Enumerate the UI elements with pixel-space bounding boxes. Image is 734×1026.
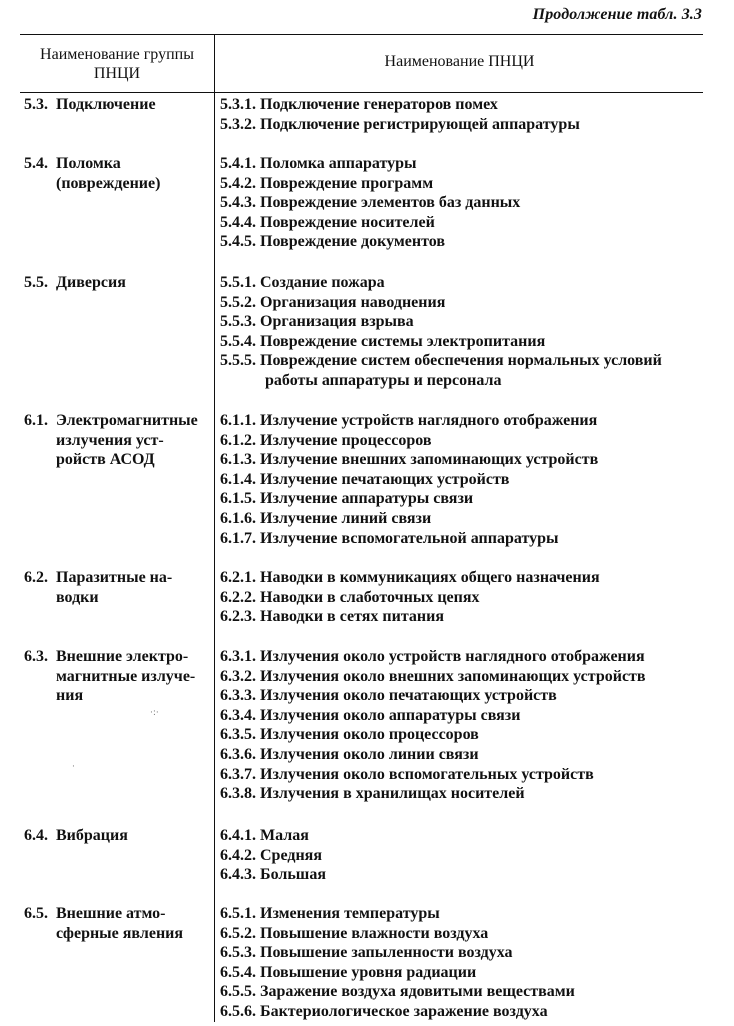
item-number: 6.1.7. (220, 529, 256, 547)
item-row (220, 411, 710, 431)
item-text: Подключение регистрирующей аппаратуры (260, 115, 580, 133)
item-text: Излучения около внешних запоминающих устройств (260, 667, 646, 685)
item-row (220, 95, 710, 115)
item-text: Поломка аппаратуры (260, 155, 417, 172)
group-name-line (24, 154, 212, 174)
item-row (220, 293, 710, 313)
item-text: Повреждение носителей (260, 213, 435, 231)
item-row (220, 765, 710, 785)
group-name-line (24, 174, 212, 194)
group-number: 5.5. (24, 274, 48, 291)
group-number: 6.1. (24, 412, 48, 429)
item-number: 6.4.2. (220, 846, 256, 864)
item-number: 5.5.1. (220, 274, 256, 291)
item-text: Повреждение системы электропитания (260, 332, 546, 350)
group-name-text: Подключение (56, 96, 156, 113)
group-name (24, 95, 212, 115)
group-name-text: излучения уст- (56, 431, 164, 449)
group-name-text: Внешние атмо- (56, 905, 166, 922)
item-text: Малая (260, 827, 309, 844)
item-number: 6.5.5. (220, 983, 256, 1001)
table-column-divider (214, 35, 215, 1022)
item-row (220, 470, 710, 490)
item-row (220, 667, 710, 687)
item-row (220, 784, 710, 804)
item-row (220, 963, 710, 983)
item-row (220, 647, 710, 667)
item-number: 5.4.4. (220, 213, 256, 231)
item-text: Наводки в сетях питания (260, 608, 444, 626)
group-name-line (24, 826, 212, 846)
item-row (220, 232, 710, 252)
item-number: 6.2.1. (220, 569, 256, 586)
item-number: 5.4.2. (220, 174, 256, 192)
item-number: 6.4.3. (220, 866, 256, 884)
item-text: Излучения около устройств наглядного отображения (260, 648, 645, 665)
group-name-text: Поломка (56, 155, 121, 172)
item-text: Наводки в слаботочных цепях (260, 588, 480, 606)
item-number: 6.3.4. (220, 706, 256, 724)
item-text: Излучение печатающих устройств (260, 470, 510, 488)
item-text: Излучения около аппаратуры связи (260, 706, 521, 724)
group-name (24, 568, 212, 607)
item-row (220, 745, 710, 765)
item-row (220, 982, 710, 1002)
item-row (220, 450, 710, 470)
column-header-group-name-line1: Наименование группы (40, 46, 194, 63)
item-row (220, 115, 710, 135)
group-items (220, 273, 710, 391)
group-items (220, 95, 710, 134)
item-number: 6.1.5. (220, 490, 256, 508)
item-text: Повышение уровня радиации (260, 963, 477, 981)
item-row (220, 351, 710, 390)
group-name-line (24, 588, 212, 608)
table-top-rule (20, 34, 703, 35)
group-name-line (24, 904, 212, 924)
item-row (220, 588, 710, 608)
item-number: 6.1.1. (220, 412, 256, 429)
item-number: 5.4.5. (220, 233, 256, 251)
group-name-line (24, 431, 212, 451)
group-items (220, 568, 710, 627)
item-row (220, 1002, 710, 1022)
item-text: Излучения около вспомогательных устройств (260, 765, 594, 783)
item-text: Излучения около линии связи (260, 745, 479, 763)
group-name-text: Паразитные на- (56, 569, 173, 586)
group-items (220, 647, 710, 804)
item-number: 6.5.4. (220, 963, 256, 981)
scan-speck: ·:· (150, 708, 159, 718)
group-number: 5.3. (24, 96, 48, 113)
item-row (220, 489, 710, 509)
item-text: Изменения температуры (260, 905, 440, 922)
item-number: 6.2.2. (220, 588, 256, 606)
group-name-line (24, 411, 212, 431)
group-name-line (24, 647, 212, 667)
item-row (220, 706, 710, 726)
item-text: Повреждение программ (260, 174, 434, 192)
group-name (24, 647, 212, 706)
item-row (220, 174, 710, 194)
item-number: 5.3.2. (220, 115, 256, 133)
item-row (220, 725, 710, 745)
item-text: Организация наводнения (260, 293, 446, 311)
item-number: 6.3.1. (220, 648, 256, 665)
group-items (220, 826, 710, 885)
item-row (220, 509, 710, 529)
group-name-line (24, 568, 212, 588)
item-row (220, 273, 710, 293)
item-number: 6.1.2. (220, 431, 256, 449)
item-row (220, 568, 710, 588)
group-name (24, 273, 212, 293)
item-number: 6.5.2. (220, 924, 256, 942)
column-header-item-name: Наименование ПНЦИ (384, 53, 535, 70)
group-items (220, 411, 710, 548)
item-row (220, 332, 710, 352)
group-number: 6.2. (24, 569, 48, 586)
item-text: Средняя (260, 846, 322, 864)
item-text: Излучения около процессоров (260, 726, 479, 744)
item-number: 6.5.3. (220, 944, 256, 962)
item-text: Заражение воздуха ядовитыми веществами (260, 983, 575, 1001)
item-number: 6.4.1. (220, 827, 256, 844)
item-text: Излучения в хранилищах носителей (260, 785, 525, 803)
item-number: 6.3.5. (220, 726, 256, 744)
item-number: 6.1.4. (220, 470, 256, 488)
item-row (220, 154, 710, 174)
group-name-line (24, 95, 212, 115)
item-row (220, 865, 710, 885)
group-number: 5.4. (24, 155, 48, 172)
group-name (24, 904, 212, 943)
item-text: Повреждение систем обеспечения нормальных условий (260, 352, 662, 370)
item-number: 5.3.1. (220, 96, 256, 113)
group-name-text: сферные явления (56, 924, 184, 942)
column-header-group-name (20, 45, 214, 83)
item-number: 5.4.3. (220, 194, 256, 212)
item-text: Наводки в коммуникациях общего назначения (260, 569, 600, 586)
item-text: Повышение влажности воздуха (260, 924, 489, 942)
item-row (220, 529, 710, 549)
item-text: Излучения около печатающих устройств (260, 687, 557, 705)
item-row (220, 846, 710, 866)
table-continuation-caption: Продолжение табл. 3.3 (532, 6, 702, 23)
group-name (24, 154, 212, 193)
scan-speck: · (72, 762, 75, 772)
item-number: 6.3.7. (220, 765, 256, 783)
item-text-continuation: работы аппаратуры и персонала (265, 371, 502, 389)
item-text: Повышение запыленности воздуха (260, 944, 513, 962)
item-text: Излучение процессоров (260, 431, 432, 449)
item-text: Большая (260, 866, 326, 884)
item-number: 5.5.4. (220, 332, 256, 350)
item-text: Организация взрыва (260, 313, 414, 331)
item-number: 6.5.1. (220, 905, 256, 922)
group-name-text: Диверсия (56, 274, 126, 291)
item-number: 6.1.3. (220, 451, 256, 469)
item-text: Повреждение документов (260, 233, 446, 251)
group-items (220, 904, 710, 1022)
item-text: Излучение вспомогательной аппаратуры (260, 529, 559, 547)
item-number: 6.3.6. (220, 745, 256, 763)
group-name-line (24, 273, 212, 293)
item-number: 5.5.5. (220, 352, 256, 370)
item-number: 6.3.2. (220, 667, 256, 685)
item-number: 6.5.6. (220, 1002, 256, 1020)
group-name-text: Вибрация (56, 827, 128, 844)
item-row (220, 213, 710, 233)
item-number: 5.5.2. (220, 293, 256, 311)
group-name-line (24, 924, 212, 944)
item-row (220, 607, 710, 627)
item-text: Повреждение элементов баз данных (260, 194, 521, 212)
item-row (220, 904, 710, 924)
item-text: Подключение генераторов помех (260, 96, 498, 113)
item-number: 6.3.8. (220, 785, 256, 803)
group-name-line (24, 667, 212, 687)
item-text: Излучение линий связи (260, 509, 432, 527)
item-text: Бактериологическое заражение воздуха (260, 1002, 548, 1020)
group-name-text: ния (56, 687, 84, 705)
item-text: Излучение аппаратуры связи (260, 490, 474, 508)
group-number: 6.3. (24, 648, 48, 665)
item-row (220, 686, 710, 706)
item-number: 5.4.1. (220, 155, 256, 172)
group-name-text: водки (56, 588, 99, 606)
group-name-text: Внешние электро- (56, 648, 189, 665)
item-row (220, 312, 710, 332)
item-text: Излучение внешних запоминающих устройств (260, 451, 599, 469)
item-row (220, 431, 710, 451)
table-header-rule (20, 92, 703, 93)
group-name (24, 411, 212, 470)
group-name-text: (повреждение) (56, 174, 161, 192)
group-name (24, 826, 212, 846)
item-row (220, 943, 710, 963)
item-number: 6.2.3. (220, 608, 256, 626)
group-items (220, 154, 710, 252)
item-text: Излучение устройств наглядного отображения (260, 412, 598, 429)
group-name-text: ройств АСОД (56, 451, 155, 469)
item-row (220, 924, 710, 944)
group-name-line (24, 686, 212, 706)
item-number: 6.3.3. (220, 687, 256, 705)
group-name-text: магнитные излуче- (56, 667, 196, 685)
group-number: 6.4. (24, 827, 48, 844)
item-row (220, 193, 710, 213)
group-name-line (24, 450, 212, 470)
group-number: 6.5. (24, 905, 48, 922)
item-number: 6.1.6. (220, 509, 256, 527)
item-row (220, 826, 710, 846)
item-number: 5.5.3. (220, 313, 256, 331)
item-text: Создание пожара (260, 274, 385, 291)
column-header-group-name-line2: ПНЦИ (93, 65, 141, 82)
group-name-text: Электромагнитные (56, 412, 198, 429)
